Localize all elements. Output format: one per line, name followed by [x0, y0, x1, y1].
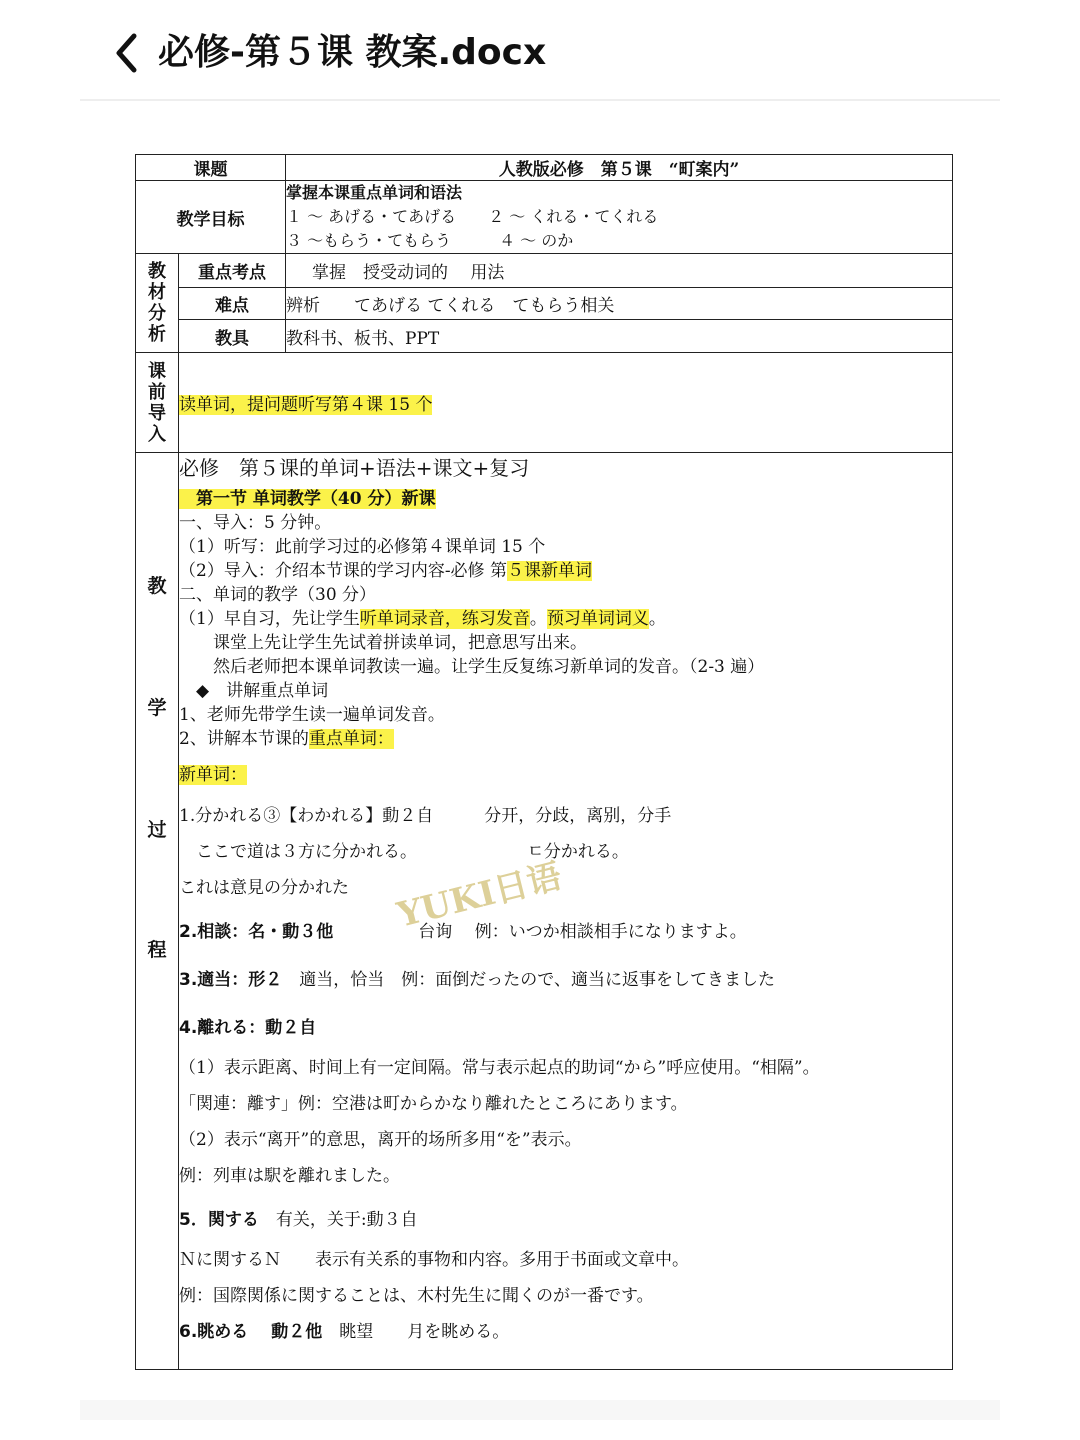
intro-text: 读单词，提问题听写第４课 15 个	[179, 395, 433, 415]
process-line: 2、讲解本节课的重点单词：	[179, 729, 394, 749]
process-heading: 必修 第５课的单词+语法+课文+复习	[179, 456, 530, 480]
intro-value	[179, 353, 953, 453]
watermark-logo: YUKI日语	[393, 856, 566, 936]
goal-label: 教学目标	[136, 181, 286, 254]
goal-line: 掌握本课重点单词和语法	[286, 183, 463, 202]
topic-value: 人教版必修 第５课 “町案内”	[286, 155, 953, 181]
key-value: 掌握 授受动词的 用法	[286, 254, 953, 288]
tools-label: 教具	[179, 320, 286, 353]
top-bar	[0, 0, 1080, 100]
process-side-label: 教 学 过 程	[136, 453, 179, 1370]
word-example: ここで道は３方に分かれる。 ㄷ分かれる。	[179, 842, 629, 862]
goal-lines	[286, 181, 953, 254]
process-line: 1、老师先带学生读一遍单词发音。	[179, 705, 445, 725]
process-line: 课堂上先让学生先试着拼读单词，把意思写出来。	[179, 633, 587, 653]
process-line: （2）导入：介绍本节课的学习内容-必修 第５课新单词	[179, 561, 592, 581]
word-entry: 1.分かれる③【わかれる】動２自 分开，分歧，离别，分手	[179, 806, 672, 826]
word-example: これは意見の分かれた	[179, 878, 349, 898]
lesson-plan-table	[135, 154, 953, 1370]
process-content	[179, 453, 953, 1370]
word-entry: 6.眺める 動２他 眺望 月を眺める。	[179, 1322, 510, 1342]
bottom-edge	[80, 1400, 1000, 1420]
difficulty-value: 辨析 てあげる てくれる てもらう相关	[286, 288, 953, 320]
process-line: （1）听写：此前学习过的必修第４课单词 15 个	[179, 537, 546, 557]
difficulty-label: 难点	[179, 288, 286, 320]
word-entry: 2.相談：名・動３他 台询 例：いつか相談相手になりますよ。	[179, 922, 747, 942]
process-line: 一、导入：5 分钟。	[179, 513, 332, 533]
word-detail: 例：国際関係に関することは、木村先生に聞くのが一番です。	[179, 1286, 654, 1306]
intro-side-label: 课 前 导 入	[136, 353, 179, 453]
document-title: 必修-第５课 教案.docx	[158, 32, 547, 73]
word-detail: （1）表示距离、时间上有一定间隔。常与表示起点的助词“から”呼应使用。“相隔”。	[179, 1058, 820, 1078]
process-line: （1）早自习，先让学生听单词录音，练习发音。预习单词词义。	[179, 609, 666, 629]
word-entry: 4.離れる：動２自	[179, 1018, 317, 1038]
analysis-side-label: 教 材 分 析	[136, 254, 179, 353]
process-line: ◆ 讲解重点单词	[179, 681, 329, 701]
process-line: 然后老师把本课单词教读一遍。让学生反复练习新单词的发音。（2-3 遍）	[179, 657, 765, 677]
section-title: 第一节 单词教学（40 分）新课	[179, 489, 436, 509]
new-words-label: 新单词：	[179, 765, 247, 785]
goal-line: １ ～ あげる・てあげる ２ ～ くれる・てくれる	[286, 207, 659, 226]
top-divider	[80, 99, 1000, 101]
word-entry: 3.適当：形２ 適当，恰当 例：面倒だったので、適当に返事をしてきました	[179, 970, 775, 990]
word-entry: 5．関する 有关，关于:動３自	[179, 1210, 418, 1230]
word-detail: （2）表示“离开”的意思，离开的场所多用“を”表示。	[179, 1130, 582, 1150]
goal-line: ３ ～もらう・てもらう ４ ～ のか	[286, 231, 574, 250]
tools-value: 教科书、板书、PPT	[286, 320, 953, 353]
topic-label: 课题	[136, 155, 286, 181]
word-detail: Ｎに関するＮ 表示有关系的事物和内容。多用于书面或文章中。	[179, 1250, 689, 1270]
key-label: 重点考点	[179, 254, 286, 288]
word-detail: 例：列車は駅を離れました。	[179, 1166, 400, 1186]
process-line: 二、单词的教学（30 分）	[179, 585, 377, 605]
word-detail: 「関連：離す」例：空港は町からかなり離れたところにあります。	[179, 1094, 688, 1114]
back-chevron-icon[interactable]	[108, 28, 148, 78]
